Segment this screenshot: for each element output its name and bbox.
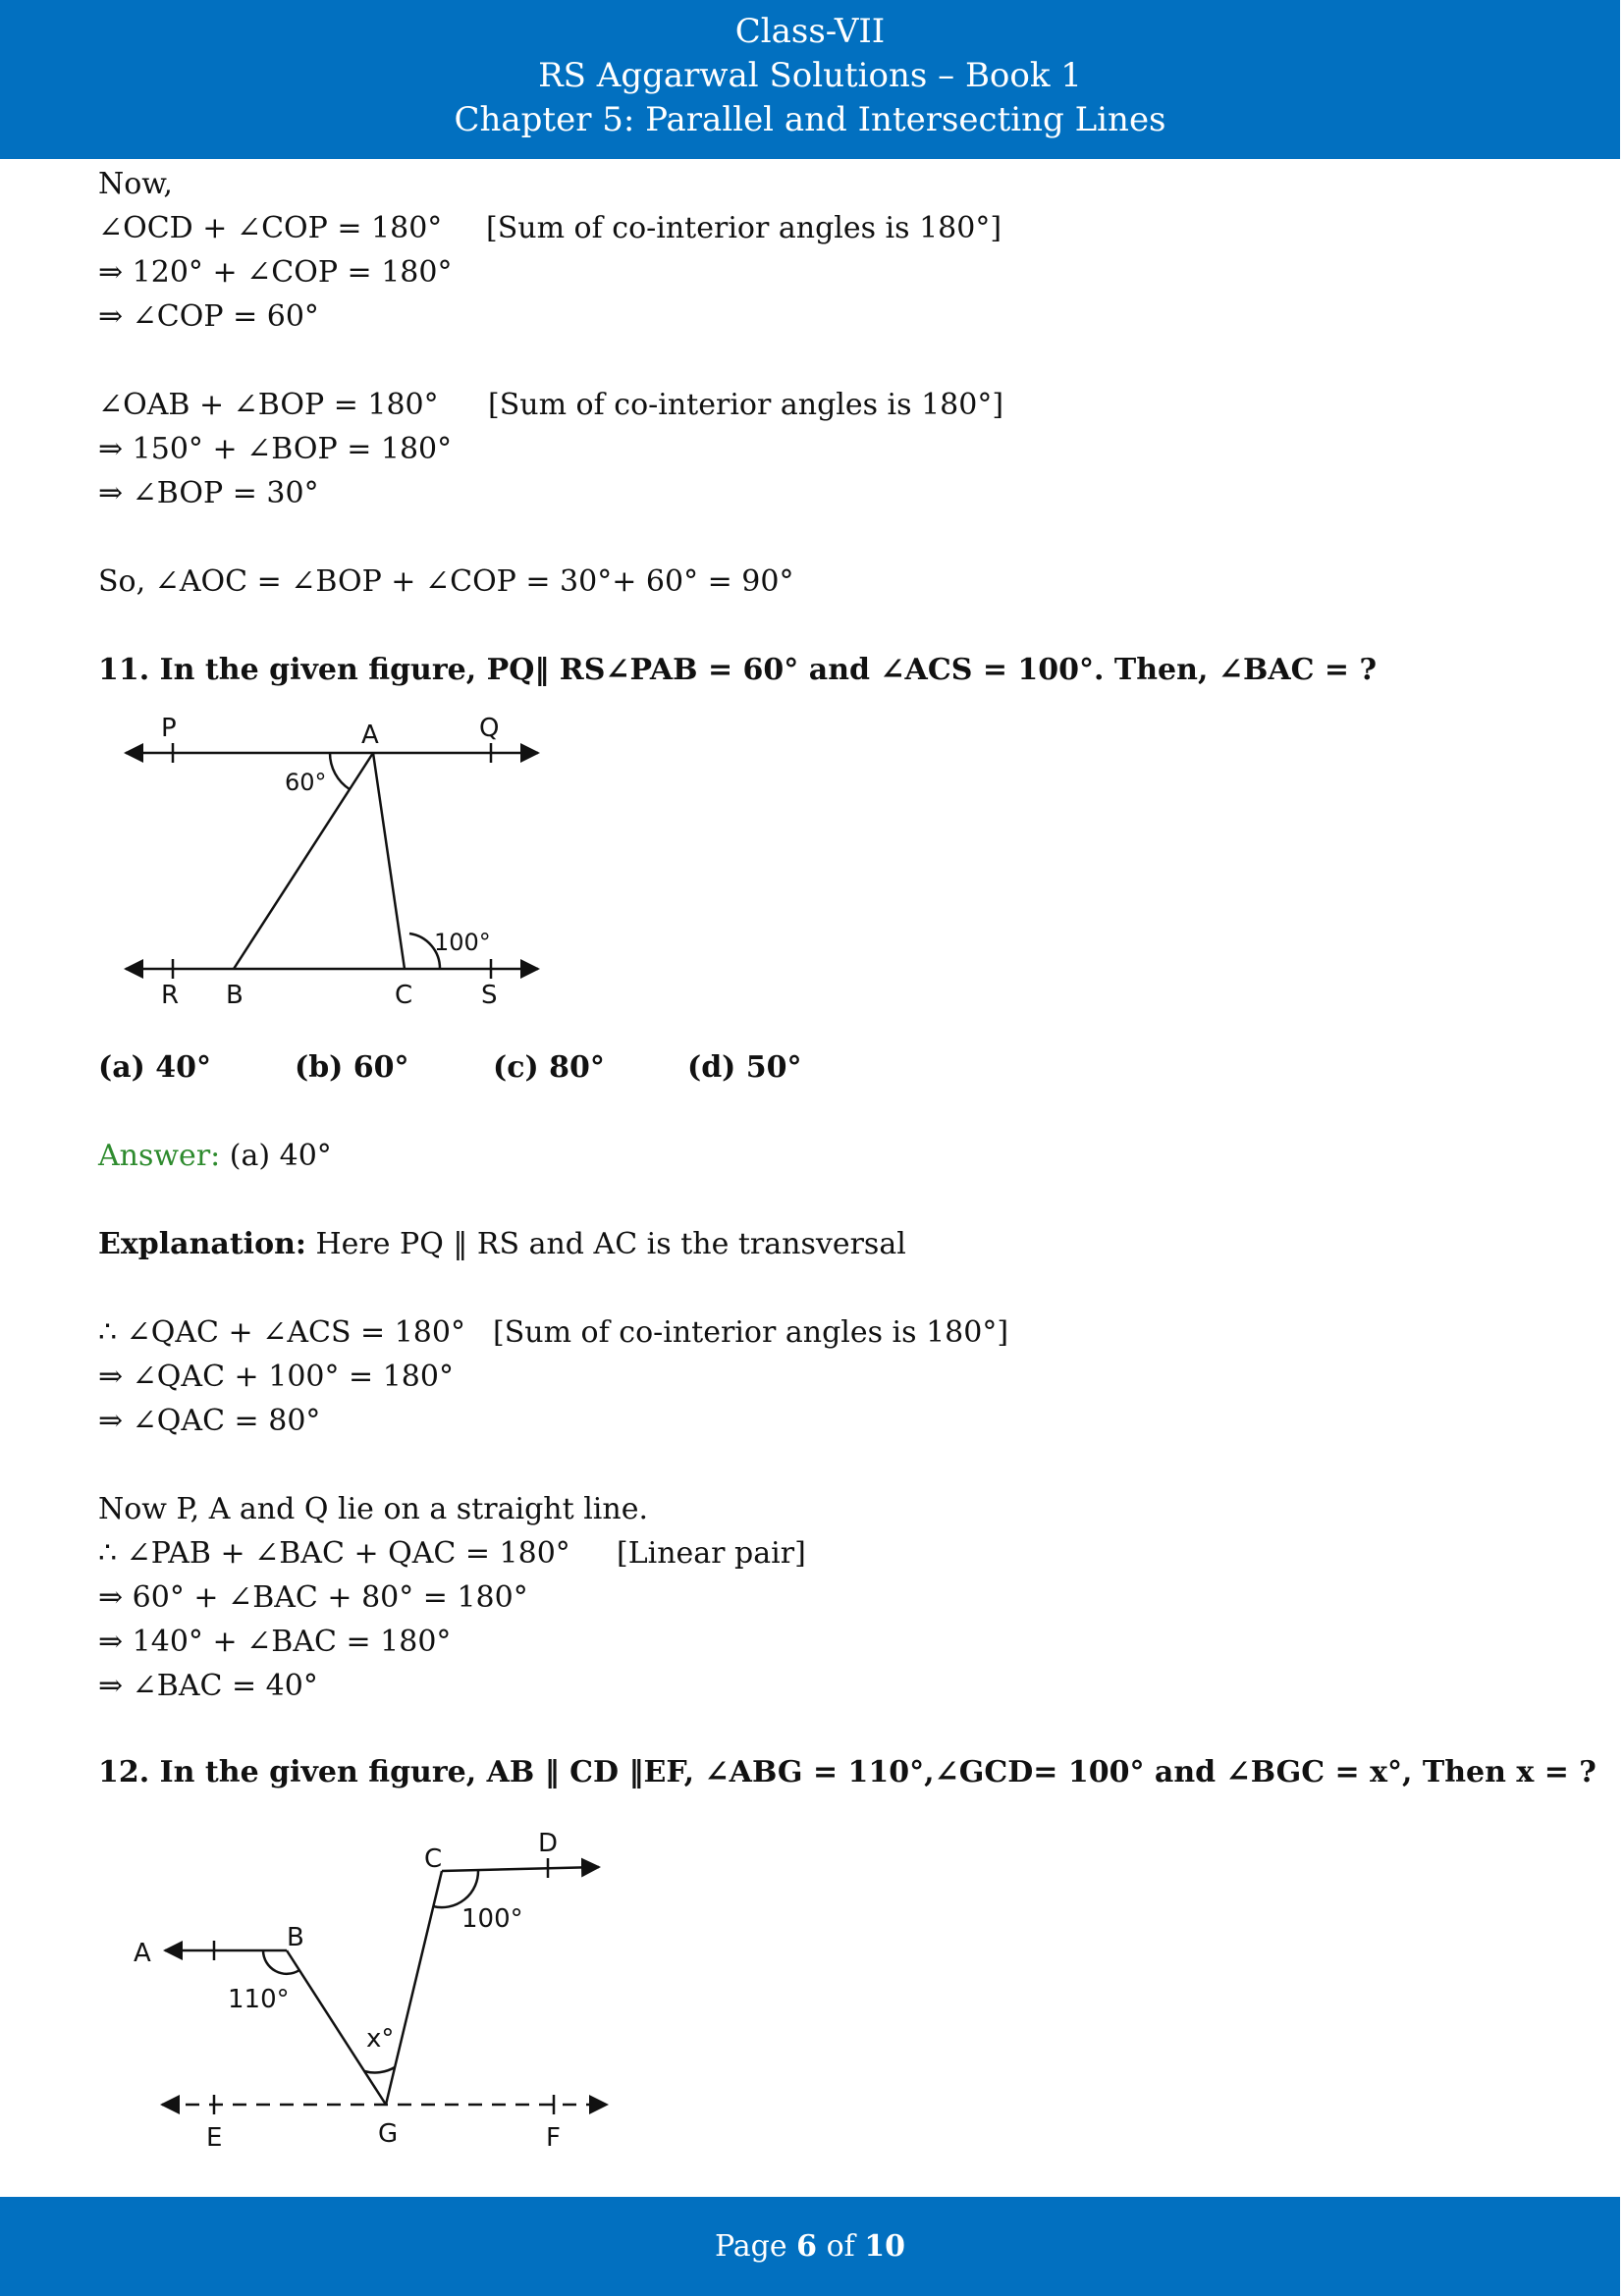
- label-c: C: [395, 981, 413, 1010]
- label-r: R: [161, 981, 180, 1010]
- label-d: D: [538, 1829, 559, 1858]
- label-f: F: [546, 2123, 561, 2153]
- step-pab-bac-qac: ∴ ∠PAB + ∠BAC + QAC = 180°: [98, 1536, 570, 1571]
- answer-line: [98, 1139, 332, 1174]
- header-class: Class-VII: [734, 12, 886, 51]
- step-cop-60: ⇒ ∠COP = 60°: [98, 299, 319, 334]
- reason-linear-pair: [Linear pair]: [617, 1536, 806, 1571]
- reason-co-interior: [Sum of co-interior angles is 180°]: [488, 388, 1004, 422]
- answer-value: (a) 40°: [220, 1139, 332, 1173]
- reason-co-interior: [Sum of co-interior angles is 180°]: [493, 1315, 1009, 1350]
- explanation-line: [98, 1227, 906, 1262]
- step-qac-80: ⇒ ∠QAC = 80°: [98, 1404, 321, 1438]
- label-a: A: [361, 721, 379, 750]
- answer-label: Answer:: [98, 1139, 221, 1173]
- footer-page-total: 10: [864, 2229, 906, 2264]
- label-g: G: [378, 2119, 399, 2149]
- step-60-bac-80: ⇒ 60° + ∠BAC + 80° = 180°: [98, 1580, 528, 1615]
- step-qac-100: ⇒ ∠QAC + 100° = 180°: [98, 1360, 454, 1394]
- option-a: (a) 40°: [98, 1050, 212, 1085]
- text-now: Now,: [98, 167, 173, 201]
- step-bop-30: ⇒ ∠BOP = 30°: [98, 476, 319, 510]
- step-qac-acs: ∴ ∠QAC + ∠ACS = 180°: [98, 1315, 465, 1350]
- label-p: P: [161, 714, 177, 743]
- label-b: B: [287, 1923, 304, 1952]
- question-11: 11. In the given figure, PQ‖ RS∠PAB = 60° and ∠ACS = 100°. Then, ∠BAC = ?: [98, 653, 1378, 687]
- page-footer: [0, 2197, 1620, 2296]
- step-bac-40: ⇒ ∠BAC = 40°: [98, 1669, 318, 1703]
- footer-prefix: Page: [714, 2229, 797, 2264]
- label-angle-100: 100°: [461, 1904, 523, 1934]
- text-straight-line: Now P, A and Q lie on a straight line.: [98, 1492, 648, 1526]
- option-c: (c) 80°: [493, 1050, 605, 1085]
- label-angle-60: 60°: [285, 769, 327, 796]
- explanation-text: Here PQ ‖ RS and AC is the transversal: [305, 1227, 906, 1261]
- label-angle-110: 110°: [228, 1985, 290, 2014]
- header-chapter: Chapter 5: Parallel and Intersecting Lines: [454, 100, 1166, 139]
- label-c: C: [424, 1844, 443, 1874]
- explanation-label: Explanation:: [98, 1227, 306, 1261]
- step-oab-bop: ∠OAB + ∠BOP = 180°: [98, 388, 439, 422]
- label-angle-x: x°: [366, 2024, 395, 2054]
- header-book: RS Aggarwal Solutions – Book 1: [538, 56, 1082, 95]
- option-d: (d) 50°: [687, 1050, 802, 1085]
- reason-co-interior: [Sum of co-interior angles is 180°]: [486, 211, 1002, 245]
- label-q: Q: [479, 714, 500, 743]
- label-angle-100: 100°: [434, 929, 491, 956]
- question-12: 12. In the given figure, AB ‖ CD ‖EF, ∠ABG = 110°,∠GCD= 100° and ∠BGC = x°, Then x = ?: [98, 1755, 1597, 1789]
- step-140-bac: ⇒ 140° + ∠BAC = 180°: [98, 1625, 452, 1659]
- label-a: A: [134, 1939, 151, 1968]
- step-aoc-result: So, ∠AOC = ∠BOP + ∠COP = 30°+ 60° = 90°: [98, 564, 794, 599]
- footer-page-number: 6: [796, 2229, 818, 2264]
- label-s: S: [481, 981, 498, 1010]
- label-e: E: [206, 2123, 223, 2153]
- step-120-cop: ⇒ 120° + ∠COP = 180°: [98, 255, 453, 290]
- option-b: (b) 60°: [295, 1050, 409, 1085]
- step-150-bop: ⇒ 150° + ∠BOP = 180°: [98, 432, 453, 466]
- footer-of: of: [817, 2229, 865, 2264]
- label-b: B: [226, 981, 244, 1010]
- step-ocd-cop: ∠OCD + ∠COP = 180°: [98, 211, 443, 245]
